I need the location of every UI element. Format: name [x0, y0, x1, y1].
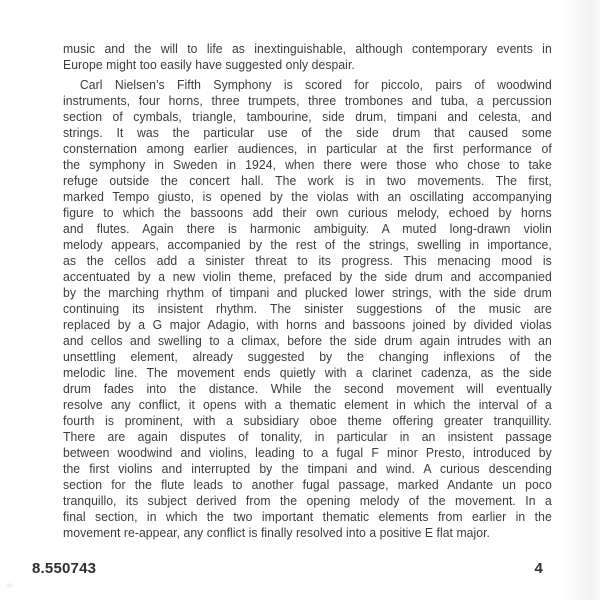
text-line: Carl Nielsen’s Fifth Symphony is scored for piccolo, pairs of woodwind: [79, 77, 552, 92]
text-line: Europe might too easily have suggested only despair.: [63, 57, 355, 72]
text-line: There are again disputes of tonality, in particular in an insistent passage: [63, 429, 552, 444]
text-line: resolve any conflict, it opens with a thematic element in which the interval of a: [63, 397, 552, 412]
text-line: marked Tempo giusto, is opened by the violas with an oscillating accompanying: [63, 189, 552, 204]
text-line: by the marching rhythm of timpani and plucked lower strings, with the side drum: [63, 285, 552, 300]
text-line: music and the will to life as inextinguishable, although contemporary events in: [63, 41, 552, 56]
body-text: [63, 41, 552, 541]
text-line: as the cellos add a sinister threat to its progress. This menacing mood is: [63, 253, 552, 268]
text-line: strings. It was the particular use of the side drum that caused some: [63, 125, 552, 140]
text-line: section of cymbals, triangle, tambourine, side drum, timpani and celesta, and: [63, 109, 552, 124]
text-line: instruments, four horns, three trumpets, three trombones and tuba, a percussion: [63, 93, 552, 108]
text-line: and flutes. Again there is harmonic ambiguity. A muted long-drawn violin: [63, 221, 552, 236]
footer: [32, 561, 543, 577]
text-line: and cellos and swelling to a climax, before the side drum again intrudes with an: [63, 333, 552, 348]
text-line: section for the flute leads to another fugal passage, marked Andante un poco: [63, 477, 552, 492]
text-line: continuing its insistent rhythm. The sinister suggestions of the music are: [63, 301, 552, 316]
text-line: melody appears, accompanied by the rest of the strings, swelling in importance,: [63, 237, 552, 252]
text-line: unsettling element, already suggested by the changing inflexions of the: [63, 349, 552, 364]
catalog-number: 8.550743: [32, 560, 97, 577]
text-line: figure to which the bassoons add their own curious melody, echoed by horns: [63, 205, 552, 220]
text-line: drum fades into the distance. While the second movement will eventually: [63, 381, 552, 396]
text-line: the symphony in Sweden in 1924, when there were those who chose to take: [63, 157, 552, 172]
paragraph: [63, 77, 552, 541]
text-line: fourth is prominent, with a subsidiary oboe theme offering greater tranquillity.: [63, 413, 552, 428]
text-line: movement re-appear, any conflict is finally resolved into a positive E flat major.: [63, 525, 491, 540]
text-line: consternation among earlier audiences, in particular at the first performance of: [63, 141, 552, 156]
text-line: tranquillo, its subject derived from the opening melody of the movement. In a: [63, 493, 552, 508]
page-edge-shadow: [562, 0, 600, 600]
text-line: final section, in which the two important thematic elements from earlier in the: [63, 509, 552, 524]
text-line: accentuated by a new violin theme, prefaced by the side drum and accompanied: [63, 269, 552, 284]
text-line: between woodwind and violins, leading to a fugal F minor Presto, introduced by: [63, 445, 552, 460]
text-line: the first violins and interrupted by the timpani and wind. A curious descending: [63, 461, 552, 476]
text-line: replaced by a G major Adagio, with horns and bassoons joined by divided violas: [63, 317, 552, 332]
text-line: melodic line. The movement ends quietly with a clarinet cadenza, as the side: [63, 365, 552, 380]
scan-speck: [6, 584, 13, 587]
page-number: 4: [534, 560, 543, 577]
text-line: refuge outside the concert hall. The work is in two movements. The first,: [63, 173, 552, 188]
paragraph: [63, 41, 552, 73]
